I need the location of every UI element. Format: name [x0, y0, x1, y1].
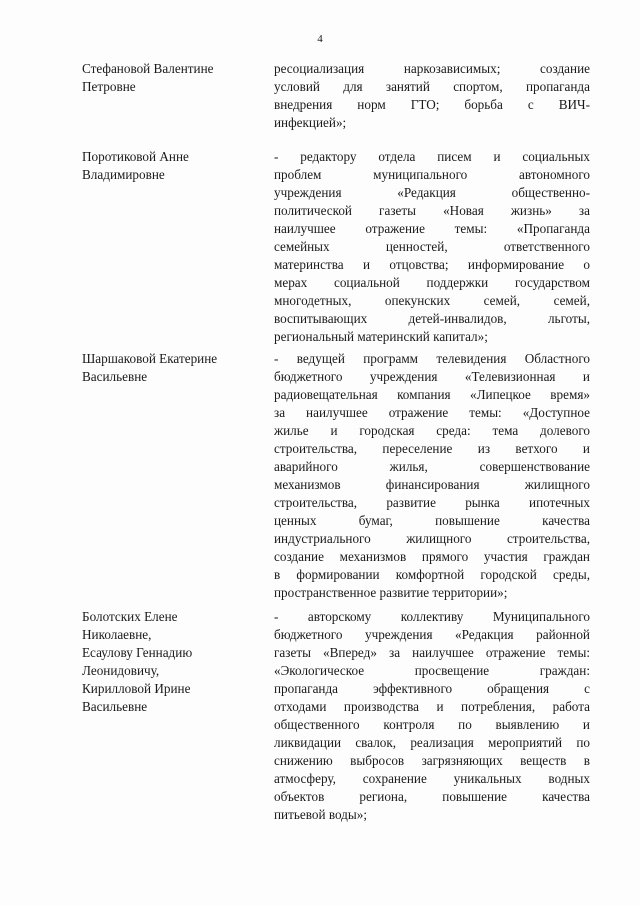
recipient-name-line: Стефановой Валентине [82, 61, 214, 76]
description-line: наилучшее отражение темы: «Пропаганда [274, 221, 590, 236]
recipient-name-line: Васильевне [82, 369, 148, 384]
description-line: атмосферу, сохранение уникальных водных [274, 771, 590, 786]
description-line: - ведущей программ телевидения Областного [274, 351, 590, 366]
description-line: бюджетного учреждения «Телевизионная и [274, 369, 590, 384]
award-description [274, 148, 590, 346]
description-line: жилье и городская среда: тема долевого [274, 423, 590, 438]
description-line: учреждения «Редакция общественно- [274, 185, 590, 200]
page-number: 4 [317, 33, 323, 45]
description-line: радиовещательная компания «Липецкое время» [274, 387, 590, 402]
recipient-name-line: Васильевне [82, 699, 148, 714]
description-line: в формировании комфортной городской среды, [274, 567, 590, 582]
description-line: за наилучшее отражение темы: «Доступное [274, 405, 590, 420]
description-line: отходами производства и потребления, работа [274, 699, 590, 714]
description-line: создание механизмов прямого участия граждан [274, 549, 590, 564]
award-description [274, 608, 590, 824]
description-line: пространственное развитие территории»; [274, 585, 508, 600]
description-line: - авторскому коллективу Муниципального [274, 609, 590, 624]
description-line: индустриального жилищного строительства, [274, 531, 590, 546]
description-line: питьевой воды»; [274, 807, 368, 822]
description-line: проблем муниципального автономного [274, 167, 590, 182]
recipient-name-line: Николаевне, [82, 627, 152, 642]
description-line: общественного контроля по выявлению и [274, 717, 590, 732]
description-line: ресоциализация наркозависимых; создание [274, 61, 590, 76]
description-line: воспитывающих детей-инвалидов, льготы, [274, 311, 590, 326]
description-line: строительства, переселение из ветхого и [274, 441, 590, 456]
recipient-name-line: Кирилловой Ирине [82, 681, 191, 696]
recipient-name-line: Владимировне [82, 167, 165, 182]
description-line: - редактору отдела писем и социальных [274, 149, 590, 164]
recipient-name-line: Болотских Елене [82, 609, 178, 624]
description-line: бюджетного учреждения «Редакция районной [274, 627, 590, 642]
description-line: аварийного жилья, совершенствование [274, 459, 590, 474]
recipient-name-line: Петровне [82, 79, 136, 94]
description-line: механизмов финансирования жилищного [274, 477, 590, 492]
description-line: мерах социальной поддержки государством [274, 275, 590, 290]
recipient-name-line: Поротиковой Анне [82, 149, 189, 164]
recipient-name [82, 60, 252, 96]
recipient-name [82, 350, 252, 386]
description-line: объектов региона, повышение качества [274, 789, 590, 804]
description-line: материнства и отцовства; информирование о [274, 257, 590, 272]
award-description [274, 60, 590, 132]
recipient-name [82, 148, 252, 184]
description-line: инфекцией»; [274, 115, 347, 130]
description-line: условий для занятий спортом, пропаганда [274, 79, 590, 94]
description-line: внедрения норм ГТО; борьба с ВИЧ- [274, 97, 590, 112]
description-line: многодетных, опекунских семей, семей, [274, 293, 590, 308]
description-line: региональный материнский капитал»; [274, 329, 488, 344]
description-line: семейных ценностей, ответственного [274, 239, 590, 254]
recipient-name-line: Есаулову Геннадию [82, 645, 193, 660]
description-line: ликвидации свалок, реализация мероприятий по [274, 735, 590, 750]
description-line: «Экологическое просвещение граждан: [274, 663, 590, 678]
recipient-name-line: Леонидовичу, [82, 663, 160, 678]
description-line: газеты «Вперед» за наилучшее отражение темы: [274, 645, 590, 660]
description-line: ценных бумаг, повышение качества [274, 513, 590, 528]
description-line: строительства, развитие рынка ипотечных [274, 495, 590, 510]
description-line: политической газеты «Новая жизнь» за [274, 203, 590, 218]
recipient-name-line: Шаршаковой Екатерине [82, 351, 218, 366]
recipient-name [82, 608, 252, 716]
description-line: снижению выбросов загрязняющих веществ в [274, 753, 590, 768]
description-line: пропаганда эффективного обращения с [274, 681, 590, 696]
award-description [274, 350, 590, 602]
